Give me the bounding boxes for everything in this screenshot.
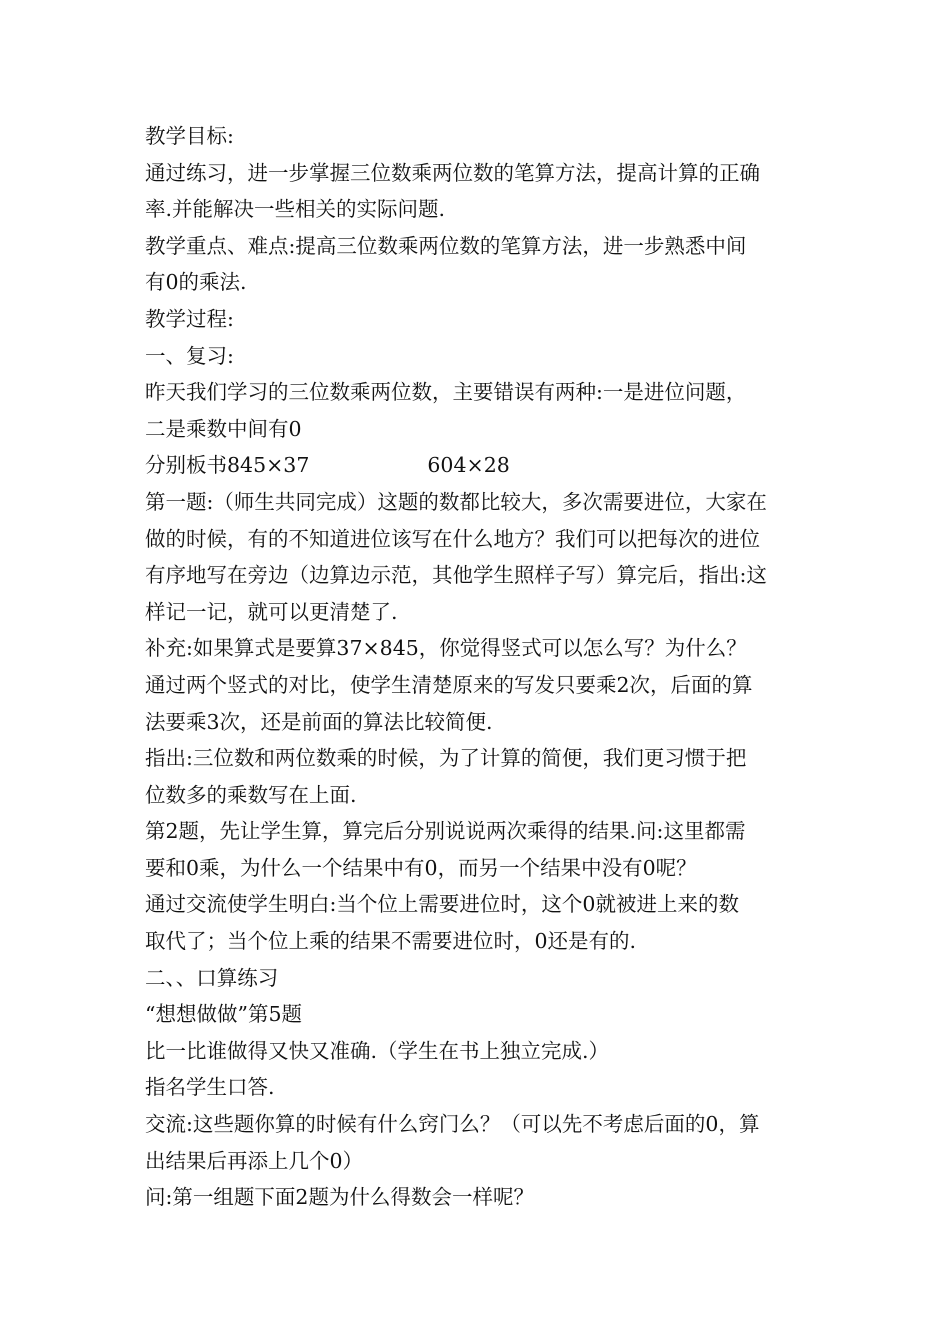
paragraph-line: 昨天我们学习的三位数乘两位数，主要错误有两种:一是进位问题， — [145, 380, 747, 405]
paragraph-line: 通过练习，进一步掌握三位数乘两位数的笔算方法，提高计算的正确 — [145, 160, 760, 185]
board-expression-1: 分别板书845×37 — [145, 453, 310, 478]
paragraph-line: “想想做做”第5题 — [145, 1002, 303, 1027]
paragraph-line: 有0的乘法. — [145, 270, 247, 295]
section-heading-process: 教学过程: — [145, 306, 234, 331]
paragraph-line: 法要乘3次，还是前面的算法比较简便. — [145, 709, 493, 734]
document-body — [145, 118, 815, 1216]
paragraph-line: 要和0乘，为什么一个结果中有0，而另一个结果中没有0呢？ — [145, 855, 697, 880]
paragraph-line: 交流:这些题你算的时候有什么窍门么？（可以先不考虑后面的0，算 — [145, 1112, 760, 1137]
section-heading-oral-practice: 二、、口算练习 — [145, 965, 279, 990]
paragraph-line: 通过两个竖式的对比，使学生清楚原来的写发只要乘2次，后面的算 — [145, 672, 753, 697]
paragraph-line: 率.并能解决一些相关的实际问题. — [145, 197, 446, 222]
section-heading-review: 一、复习: — [145, 343, 234, 368]
paragraph-line: 第一题:（师生共同完成）这题的数都比较大，多次需要进位，大家在 — [145, 489, 767, 514]
board-expression-2: 604×28 — [427, 453, 510, 478]
paragraph-line: 第2题，先让学生算，算完后分别说说两次乘得的结果.问:这里都需 — [145, 819, 746, 844]
paragraph-line: 问:第一组题下面2题为什么得数会一样呢？ — [145, 1185, 534, 1210]
paragraph-line: 补充:如果算式是要算37×845，你觉得竖式可以怎么写？为什么？ — [145, 636, 747, 661]
paragraph-line: 二是乘数中间有0 — [145, 416, 302, 441]
paragraph-line: 取代了；当个位上乘的结果不需要进位时，0还是有的. — [145, 929, 637, 954]
paragraph-line: 做的时候，有的不知道进位该写在什么地方？我们可以把每次的进位 — [145, 526, 760, 551]
section-heading-key-points: 教学重点、难点:提高三位数乘两位数的笔算方法，进一步熟悉中间 — [145, 233, 747, 258]
board-line — [145, 447, 815, 484]
paragraph-line: 指名学生口答. — [145, 1075, 275, 1100]
paragraph-line: 样记一记，就可以更清楚了. — [145, 599, 398, 624]
paragraph-line: 比一比谁做得又快又准确.（学生在书上独立完成.） — [145, 1038, 610, 1063]
section-heading-objectives: 教学目标: — [145, 124, 234, 148]
paragraph-line: 通过交流使学生明白:当个位上需要进位时，这个0就被进上来的数 — [145, 892, 739, 917]
paragraph-line: 有序地写在旁边（边算边示范，其他学生照样子写）算完后，指出:这 — [145, 563, 767, 588]
paragraph-line: 位数多的乘数写在上面. — [145, 782, 357, 807]
paragraph-line: 指出:三位数和两位数乘的时候，为了计算的简便，我们更习惯于把 — [145, 746, 747, 771]
paragraph-line: 出结果后再添上几个0） — [145, 1148, 364, 1173]
